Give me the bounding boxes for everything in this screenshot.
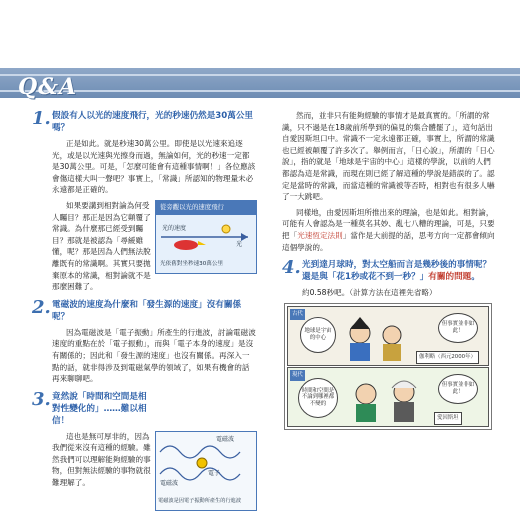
question-number: 4. xyxy=(282,257,301,279)
answer-1 xyxy=(52,138,257,293)
rocket-illustration xyxy=(156,215,254,259)
figure-label: 電磁波 xyxy=(216,435,235,443)
modern-people-illustration xyxy=(344,374,424,424)
paragraph: 正是如此。就是秒速30萬公里。即使是以光速來追逐光，或是以光速與光擦身而過，無論如何，光的秒速一定都是30萬公里。可是，「怎麼可能會有這種事情啊！」各位應該會傷這樣大叫一聲吧？事實上，「常識」所認知的物理量未必永遠都是正確的。 xyxy=(52,139,256,195)
ancient-people-illustration xyxy=(340,315,410,363)
paragraph: 如果要講到相對論為何受人矚目？那正是因為它顛覆了常識。為什麼那已經受到矚目？那就是被認為「尋緩雖懂，呢？那是因為人們無法脫離既有的常識啊。其實只要拋棄原本的常識，相對論就不是那麼困難了。 xyxy=(52,200,151,292)
header-stripe xyxy=(0,90,520,92)
paragraph: 因為電磁波是「電子振動」所產生的行進波，討論電磁波速度的重點在於「電子振動」，而與「電子本身的速度」是沒有關係的；因此和「發生源的速度」也沒有關係。再深入一點的話，就非得涉及到電磁氣學的領域了，如果有機會的話再來聊聊吧。 xyxy=(52,327,256,384)
question-title: 假設有人以光的速度飛行，光的秒速仍然是30萬公里嗎？ xyxy=(52,111,254,133)
qa-logo: Q&A xyxy=(18,74,78,100)
text: 同樣地，由愛因斯坦所推出來的理論，也是如此。相對論，可能有人會認為是一種莫名其妙、亂七八糟的理論，可是，只要把「 xyxy=(282,207,495,240)
figure-title: 從旁觀以光的速度飛行 xyxy=(156,201,256,215)
title-text: 光到達月球時，對太空船而言是幾秒後的事情呢？還是與「花1秒或花不到一秒？」 xyxy=(302,260,492,283)
header-stripe xyxy=(0,74,520,76)
question-title xyxy=(302,259,497,283)
answer-4: 約0.58秒吧。（計算方法在這裡先省略） xyxy=(302,288,437,298)
speech-bubble: 時間和空間是不論到哪裡都不變的 xyxy=(298,378,338,418)
speech-bubble: 但事實並非如此！ xyxy=(438,374,478,404)
figure-label: 電子 xyxy=(208,469,221,477)
electron-wave-figure xyxy=(155,431,257,511)
left-column xyxy=(32,110,257,511)
light-speed-figure xyxy=(155,200,257,274)
figure-label: 光 xyxy=(236,240,243,248)
title-highlight: 有關的問題 xyxy=(428,272,472,283)
header-band xyxy=(0,68,520,98)
panel-tag: 古代 xyxy=(290,309,305,321)
question-number: 1. xyxy=(32,108,51,129)
comic-panel-top xyxy=(287,306,489,366)
right-column xyxy=(282,110,497,430)
highlight-text: 光速恆定法則 xyxy=(297,230,343,240)
character-caption: 愛因斯坦 xyxy=(434,412,462,426)
paragraph xyxy=(282,207,497,253)
question-number: 3. xyxy=(32,388,51,410)
title-text: 。 xyxy=(471,272,480,283)
paragraph: 然而，並非只有能夠經驗的事情才是最真實的。「所謂的常識，只不過是在18歲前所學到的偏見的集合體罷了」，這句話出自愛因斯坦口中。常識不一定永遠都正確，事實上，所謂的常識也已經被顛覆了許多次了。舉例而言，「日心說」，所謂的「日心說」，指的就是「地球是宇宙的中心」這樣的學說，以前的人們都認為這是常識，而現在則已經了解這種的學說是錯誤的了。認定是當時的常識，而當這種的常識被等否時，相對也有很多人嚇了一大跳吧。 xyxy=(282,111,495,202)
question-number: 2. xyxy=(32,296,51,318)
panel-tag: 現代 xyxy=(290,370,305,382)
question-3 xyxy=(32,388,257,427)
speech-bubble: 地球是宇宙的中心 xyxy=(300,317,336,353)
figure-caption: 電磁波是因電子振動所產生的行進波 xyxy=(158,498,242,505)
question-1 xyxy=(32,110,257,134)
question-2 xyxy=(32,296,257,323)
question-title: 竟然說「時間和空間是相對性變化的」……難以相信！ xyxy=(52,391,147,426)
figure-label: 電磁波 xyxy=(160,479,179,487)
question-title: 電磁波的速度為什麼和「發生源的速度」沒有關係呢？ xyxy=(52,299,242,322)
figure-label: 光的速度 xyxy=(162,224,187,232)
character-caption: 伽利略（西元2000年） xyxy=(416,351,479,365)
speech-bubble: 但事實並非如此！ xyxy=(438,313,478,343)
comic-strip xyxy=(284,303,492,430)
comic-panel-bottom xyxy=(287,367,489,427)
paragraph: 這也是無可厚非的，因為我們從來沒有這種的經驗。雖然我們可以理解能夠經驗的事物，但對無法經驗的事物就很難理解了。 xyxy=(52,431,151,488)
answer-2 xyxy=(52,327,257,385)
text: 」當作是大前提的話，思考方向一定都會傾向這個學說的。 xyxy=(282,230,495,252)
question-4 xyxy=(282,259,497,283)
figure-caption: 光依舊對坐秒速30萬公里 xyxy=(160,261,224,268)
